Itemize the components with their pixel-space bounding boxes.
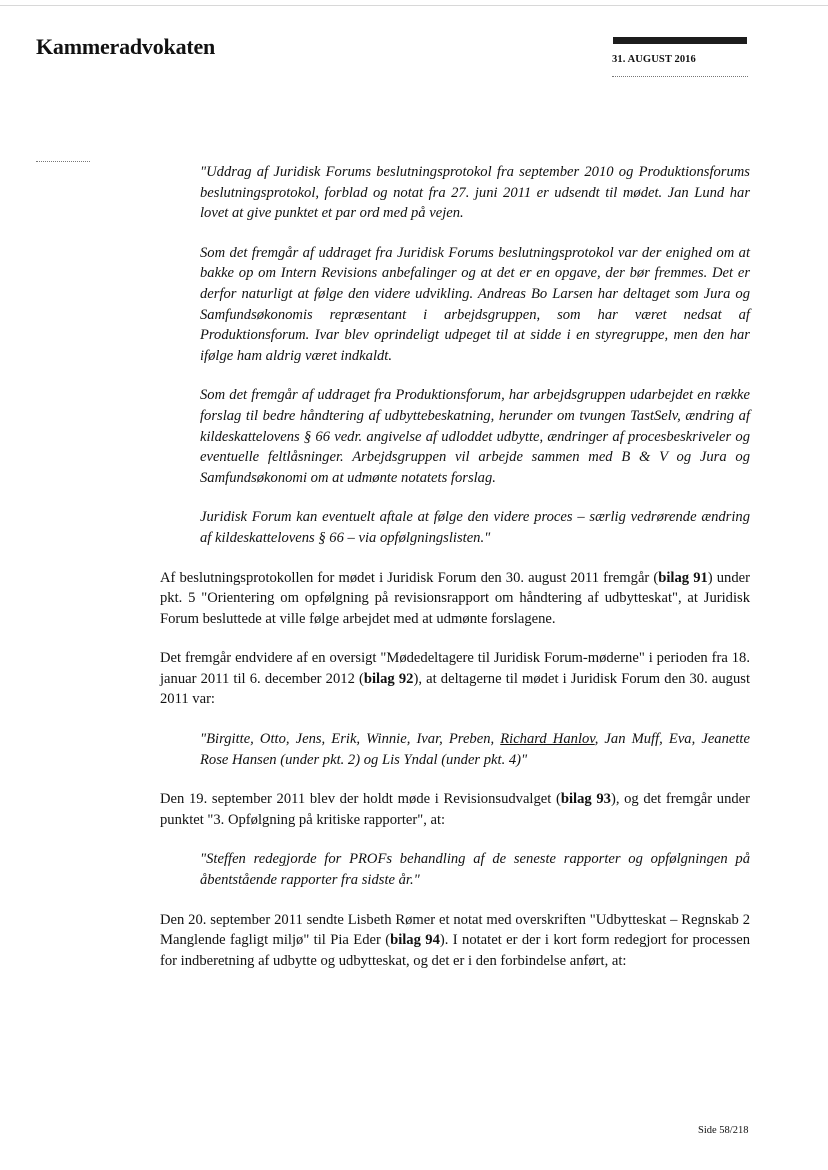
page-number: Side 58/218 [698, 1125, 749, 1136]
body-paragraph [160, 789, 750, 830]
bilag-reference: bilag 94 [390, 932, 440, 949]
quote-paragraph [200, 729, 750, 770]
paragraph-text: Det fremgår endvidere af en oversigt "Mødedeltagere til Juridisk Forum-møderne" i perioden fra 18. januar 2011 til 6. december 2012 ( [160, 650, 750, 687]
body-paragraph [160, 568, 750, 630]
quote-paragraph: "Steffen redegjorde for PROFs behandling af de seneste rapporter og opfølgningen på åbentstående rapporter fra sidste år." [200, 851, 750, 889]
quote-paragraph: Juridisk Forum kan eventuelt aftale at følge den videre proces – særlig vedrørende ændring af kildeskattelovens § 66 – via opfølgningslisten." [200, 509, 750, 546]
body-paragraph [160, 910, 750, 972]
date-dotted-rule [612, 76, 748, 77]
body-paragraph [160, 648, 750, 710]
header-date: 31. AUGUST 2016 [612, 54, 696, 65]
paragraph-text: Den 19. september 2011 blev der holdt møde i Revisionsudvalget ( [160, 791, 561, 808]
paragraph-text: ). I notatet er der i kort form redegjort for processen for indberetning af udbytte og udbytteskat, og det er i den forbindelse anført, at: [160, 932, 750, 969]
bilag-reference: bilag 93 [560, 791, 611, 808]
header-bar [613, 37, 747, 44]
quote-text: "Birgitte, Otto, Jens, Erik, Winnie, Ivar, Preben, [200, 731, 501, 748]
paragraph-text: Den 20. september 2011 sendte Lisbeth Rømer et notat med overskriften "Udbytteskat – Regnskab 2 Manglende fagligt miljø" til Pia Eder ( [160, 911, 750, 949]
document-body [160, 162, 750, 990]
bilag-reference: bilag 91 [658, 569, 708, 586]
paragraph-text: ) under pkt. 5 "Orientering om opfølgning på revisionsrapport om håndtering af udbytteskat", at Juridisk Forum besluttede at ville følge arbejdet med at udmønte forslagene. [160, 569, 750, 627]
quote-text: , Jan Muff, Eva, Jeanette Rose Hansen (under pkt. 2) og Lis Yndal (under pkt. 4)" [200, 731, 750, 768]
paragraph-text: ), at deltagerne til mødet i Juridisk Forum den 30. august 2011 var: [160, 670, 751, 708]
paragraph-text: ), og det fremgår under punktet "3. Opfølgning på kritiske rapporter", at: [160, 791, 751, 828]
brand-title: Kammeradvokaten [36, 34, 216, 59]
bilag-reference: bilag 92 [363, 670, 414, 687]
quote-paragraph: Som det fremgår af uddraget fra Juridisk Forums beslutningsprotokol var der enighed om at bakke op om Intern Revisions anbefalinger og at det er en opgave, der bør fremmes. Det er derfor naturligt at følge den videre udvikling. Andreas Bo Larsen har deltaget som Jura og Samfundsøkonomis repræsentant i arbejdsgruppen, som har været nedsat af Produktionsforum. Ivar blev oprindeligt udpeget til at sidde i en styregruppe, men den har ifølge ham aldrig været indkaldt. [200, 244, 750, 364]
quote-paragraph: Som det fremgår af uddraget fra Produktionsforum, har arbejdsgruppen udarbejdet en række forslag til bedre håndtering af udbyttebeskatning, herunder om tvungen TastSelv, ændring af kildeskattelovens § 66 vedr. angivelse af udloddet udbytte, ændringer af procesbeskriveler og eventuelle feltlåsninger. Arbejdsgruppen vil arbejde sammen med B & V og Jura og Samfundsøkonomi om at udmønte notatets forslag. [200, 387, 750, 486]
margin-dotted-rule [36, 161, 90, 162]
quote-paragraph: "Uddrag af Juridisk Forums beslutningsprotokol fra september 2010 og Produktionsforums beslutningsprotokol, forblad og notat fra 27. juni 2011 er udsendt til mødet. Jan Lund har lovet at give punktet et par ord med på vejen. [200, 164, 750, 222]
underlined-name: Richard Hanlov [500, 731, 595, 748]
top-border [0, 5, 828, 6]
paragraph-text: Af beslutningsprotokollen for mødet i Juridisk Forum den 30. august 2011 fremgår ( [160, 569, 659, 586]
